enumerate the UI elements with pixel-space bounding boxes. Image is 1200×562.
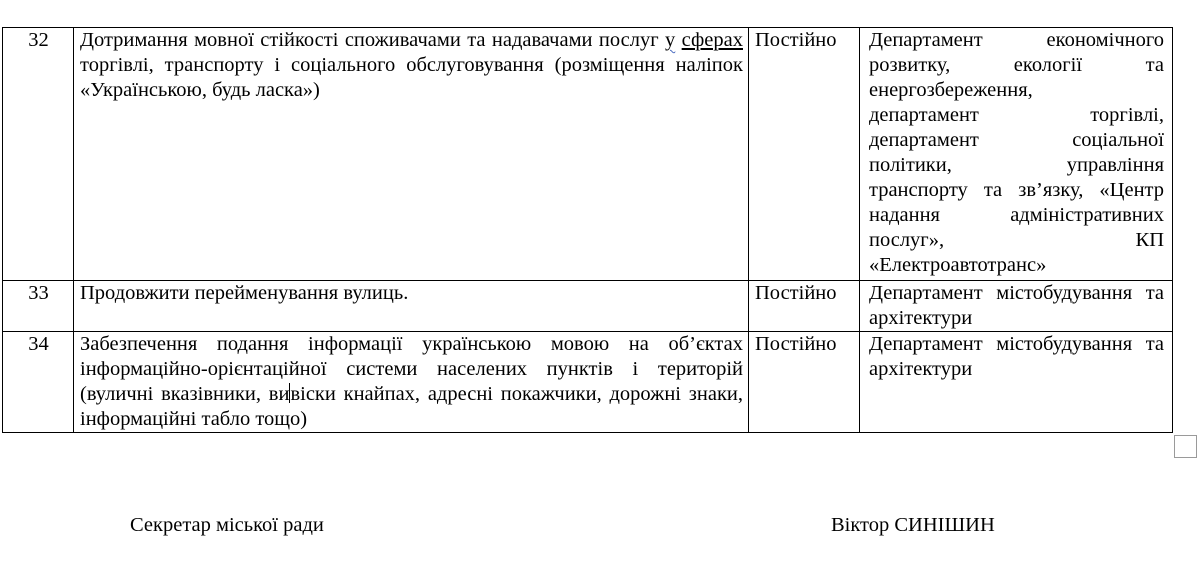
responsible-line: розвитку, екології та bbox=[869, 54, 1164, 76]
action-cell bbox=[74, 28, 749, 281]
responsible-line: транспорту та зв’язку, «Центр bbox=[869, 179, 1164, 201]
responsible-line: політики, управління bbox=[869, 154, 1164, 176]
term-cell: Постійно bbox=[749, 332, 860, 433]
action-cell: Продовжити перейменування вулиць. bbox=[74, 281, 749, 332]
responsible-line: департамент соціальної bbox=[869, 129, 1164, 151]
responsible-cell: Департамент містобудування та архітектури bbox=[860, 332, 1173, 433]
responsible-cell bbox=[860, 28, 1173, 281]
row-number: 32 bbox=[3, 28, 74, 281]
signature-name: Віктор СИНІШИН bbox=[831, 514, 995, 536]
responsible-cell: Департамент містобудування та архітектури bbox=[860, 281, 1173, 332]
action-text: Забезпечення подання інформації українською мовою на об’єктах інформаційно-орієнтаційної системи населених пунктів і територій (вуличні вказівники, ви bbox=[80, 333, 743, 405]
table-resize-handle-icon[interactable] bbox=[1174, 435, 1197, 458]
responsible-line: надання адміністративних bbox=[869, 204, 1164, 226]
row-number: 33 bbox=[3, 281, 74, 332]
responsible-line: енергозбереження, bbox=[869, 79, 1033, 101]
action-text: торгівлі, транспорту і соціального обслуговування (розміщення наліпок «Українською, будь ласка») bbox=[80, 54, 743, 101]
term-cell: Постійно bbox=[749, 281, 860, 332]
term-cell: Постійно bbox=[749, 28, 860, 281]
responsible-line: «Електроавтотранс» bbox=[869, 254, 1047, 276]
row-number: 34 bbox=[3, 332, 74, 433]
spellcheck-underline[interactable]: сферах bbox=[681, 29, 743, 51]
signature-position: Секретар міської ради bbox=[130, 514, 324, 536]
table-row bbox=[3, 332, 1173, 433]
action-text: Дотримання мовної стійкості споживачами та надавачами послуг bbox=[80, 29, 666, 51]
spellcheck-underline[interactable]: у bbox=[665, 29, 676, 51]
action-cell bbox=[74, 332, 749, 433]
action-text: віски кнайпах, адресні покажчики, дорожні знаки, інформаційні табло тощо) bbox=[80, 383, 743, 430]
table-row bbox=[3, 281, 1173, 332]
responsible-line: послуг», КП bbox=[869, 229, 1164, 251]
measures-table bbox=[2, 27, 1173, 433]
responsible-line: Департамент економічного bbox=[869, 29, 1164, 51]
table-row bbox=[3, 28, 1173, 281]
responsible-line: департамент торгівлі, bbox=[869, 104, 1164, 126]
